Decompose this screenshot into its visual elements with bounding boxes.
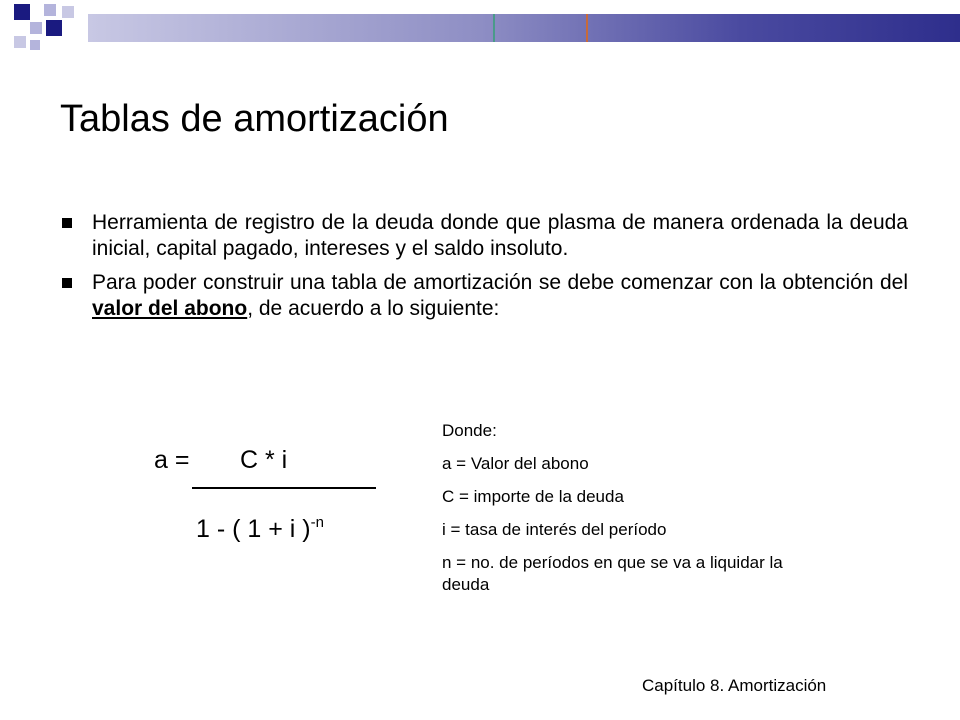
formula-exponent: -n xyxy=(310,514,324,531)
formula-denominator-base: 1 - ( 1 + i ) xyxy=(196,515,311,543)
corner-square-3 xyxy=(62,6,74,18)
corner-square-4 xyxy=(30,22,42,34)
payment-formula xyxy=(150,440,390,560)
formula-numerator: C * i xyxy=(240,446,288,474)
definition-i: i = tasa de interés del período xyxy=(442,520,667,539)
formula-denominator xyxy=(196,514,324,544)
bullet-item-1 xyxy=(60,210,908,262)
square-bullet-icon xyxy=(62,218,72,228)
square-bullet-icon xyxy=(62,278,72,288)
corner-square-1 xyxy=(14,4,30,20)
slide-footer: Capítulo 8. Amortización xyxy=(642,676,827,695)
corner-square-7 xyxy=(30,40,40,50)
corner-square-2 xyxy=(44,4,56,16)
definitions-heading: Donde: xyxy=(442,421,497,440)
definition-n: n = no. de períodos en que se va a liquidar la deuda xyxy=(442,553,783,594)
slide-title: Tablas de amortización xyxy=(60,98,449,140)
definition-a: a = Valor del abono xyxy=(442,454,589,473)
bullet-item-2 xyxy=(60,270,908,322)
header-gradient-bar xyxy=(88,14,960,42)
bullet-text-2-after: , de acuerdo a lo siguiente: xyxy=(247,297,500,320)
formula-lhs: a = xyxy=(154,446,190,474)
definition-c: C = importe de la deuda xyxy=(442,487,624,506)
formula-fraction-line xyxy=(192,487,376,489)
corner-square-5 xyxy=(46,20,62,36)
header-bar-accent-orange xyxy=(586,14,588,42)
bullet-text-2-emphasis: valor del abono xyxy=(92,297,248,320)
bullet-text-1: Herramienta de registro de la deuda donde que plasma de manera ordenada la deuda inicial, capital pagado, intereses y el saldo insoluto. xyxy=(92,211,908,260)
corner-square-6 xyxy=(14,36,26,48)
variable-definitions xyxy=(442,420,812,607)
bullet-text-2-before: Para poder construir una tabla de amortización se debe comenzar con la obtención del xyxy=(92,271,908,294)
bullet-list xyxy=(60,210,908,330)
header-bar-accent-teal xyxy=(493,14,495,42)
